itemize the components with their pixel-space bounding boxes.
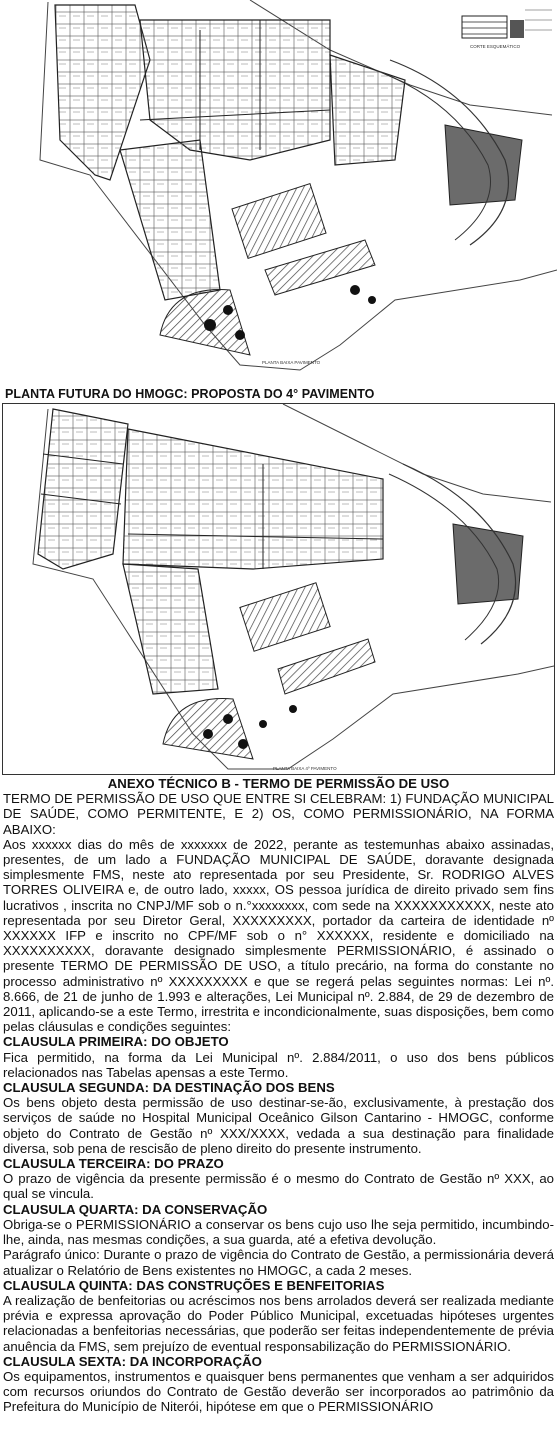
cross-section-note: CORTE ESQUEMÁTICO [470,44,521,49]
clause-1-title: CLAUSULA PRIMEIRA: DO OBJETO [3,1034,229,1050]
clause-5-title: CLAUSULA QUINTA: DAS CONSTRUÇÕES E BENFEITORIAS [3,1277,385,1293]
floor-plan-drawing [0,0,557,382]
clause-1-text: Fica permitido, na forma da Lei Municipal nº. 2.884/2011, o uso dos bens públicos relacionados nas Tabelas apensas a este Termo. [3,1049,554,1080]
term-preamble: Aos xxxxxx dias do mês de xxxxxxx de 2022, perante as testemunhas abaixo assinadas, presentes, de um lado a FUNDAÇÃO MUNICIPAL DE SAÚDE, doravante designada simplesmente FMS, neste ato representada por seu Presidente, Sr. RODRIGO ALVES TORRES OLIVEIRA e, de outro lado, xxxxx, OS pessoa jurídica de direito privado sem fins lucrativos , inscrita no CNPJ/MF sob o n.°xxxxxxxx, com sede na XXXXXXXXXXX, neste ato representada por seu Diretor Geral, XXXXXXXXX, portador da carteira de identidade nº XXXXXX IFP e inscrito no CPF/MF sob o n° XXXXXX, residente e domiciliado na XXXXXXXXXX, doravante designado simplesmente PERMISSIONÁRIO, é assinado o presente TERMO DE PERMISSÃO DE USO, a título precário, na forma do constante no processo administrativo nº XXXXXXXXX e que se regerá pelas seguintes normas: Lei nº. 8.666, de 21 de junho de 1.993 e alterações, Lei Municipal nº. 2.884, de 29 de dezembro de 2011, aplicando-se a este Termo, irrestrita e incondicionalmente, suas disposições, bem como pelas cláusulas e condições seguintes: [3,836,554,1035]
clause-4-title: CLAUSULA QUARTA: DA CONSERVAÇÃO [3,1201,268,1217]
clause-4-text: Obriga-se o PERMISSIONÁRIO a conservar os bens cujo uso lhe seja permitido, incumbindo-lhe, ainda, nas mesmas condições, a sua guarda, até a efetiva devolução. [3,1216,554,1248]
term-intro: TERMO DE PERMISSÃO DE USO QUE ENTRE SI CELEBRAM: 1) FUNDAÇÃO MUNICIPAL DE SAÚDE, COMO PERMITENTE, E 2) OS, COMO PERMISSIONÁRIO, NA FORMA ABAIXO: [3,791,554,837]
floor-plan-drawing-proposed [3,404,554,774]
plan-note-top: PLANTA BAIXA PAVIMENTO [262,360,321,365]
clause-3-title: CLAUSULA TERCEIRA: DO PRAZO [3,1156,224,1172]
floor-plan-proposed [2,403,555,775]
annex-title: ANEXO TÉCNICO B - TERMO DE PERMISSÃO DE USO [107,776,450,791]
clause-5-text: A realização de benfeitorias ou acréscimos nos bens arrolados deverá ser realizada mediante prévia e expressa aprovação do Poder Público Municipal, excetuadas hipóteses urgentes relacionadas a benfeitorias necessárias, que poderão ser feitas independentemente de prévia anuência da FMS, sem prejuízo de eventual responsabilização do PERMISSIONÁRIO. [3,1292,554,1354]
clause-6-text: Os equipamentos, instrumentos e quaisquer bens permanentes que venham a ser adquiridos com recursos oriundos do Contrato de Gestão deverão ser incorporados ao patrimônio da Prefeitura do Município de Niterói, hipótese em que o PERMISSIONÁRIO [3,1368,554,1415]
permission-term-document [3,776,554,1415]
clause-3-text: O prazo de vigência da presente permissão é o mesmo do Contrato de Gestão nº XXX, ao qual se vincula. [3,1171,554,1202]
clause-2-text: Os bens objeto desta permissão de uso destinar-se-ão, exclusivamente, à prestação dos serviços de saúde no Hospital Municipal Oceânico Gilson Cantarino - HMOGC, conforme objeto do Contrato de Gestão nº XXX/XXXX, vedada a sua destinação para finalidade diversa, sob pena de rescisão de pleno direito do presente instrumento. [3,1095,554,1156]
clause-2-title: CLAUSULA SEGUNDA: DA DESTINAÇÃO DOS BENS [3,1080,335,1096]
clause-4-sole-paragraph: Parágrafo único: Durante o prazo de vigência do Contrato de Gestão, a permissionária deverá atualizar o Relatório de Bens existentes no HMOGC, a cada 2 meses. [3,1247,554,1278]
floor-plan-current [0,0,557,382]
plan-caption: PLANTA FUTURA DO HMOGC: PROPOSTA DO 4° PAVIMENTO [5,387,375,401]
clause-6-title: CLAUSULA SEXTA: DA INCORPORAÇÃO [3,1353,262,1369]
plan-note-bottom: PLANTA BAIXA 4º PAVIMENTO [273,766,337,771]
